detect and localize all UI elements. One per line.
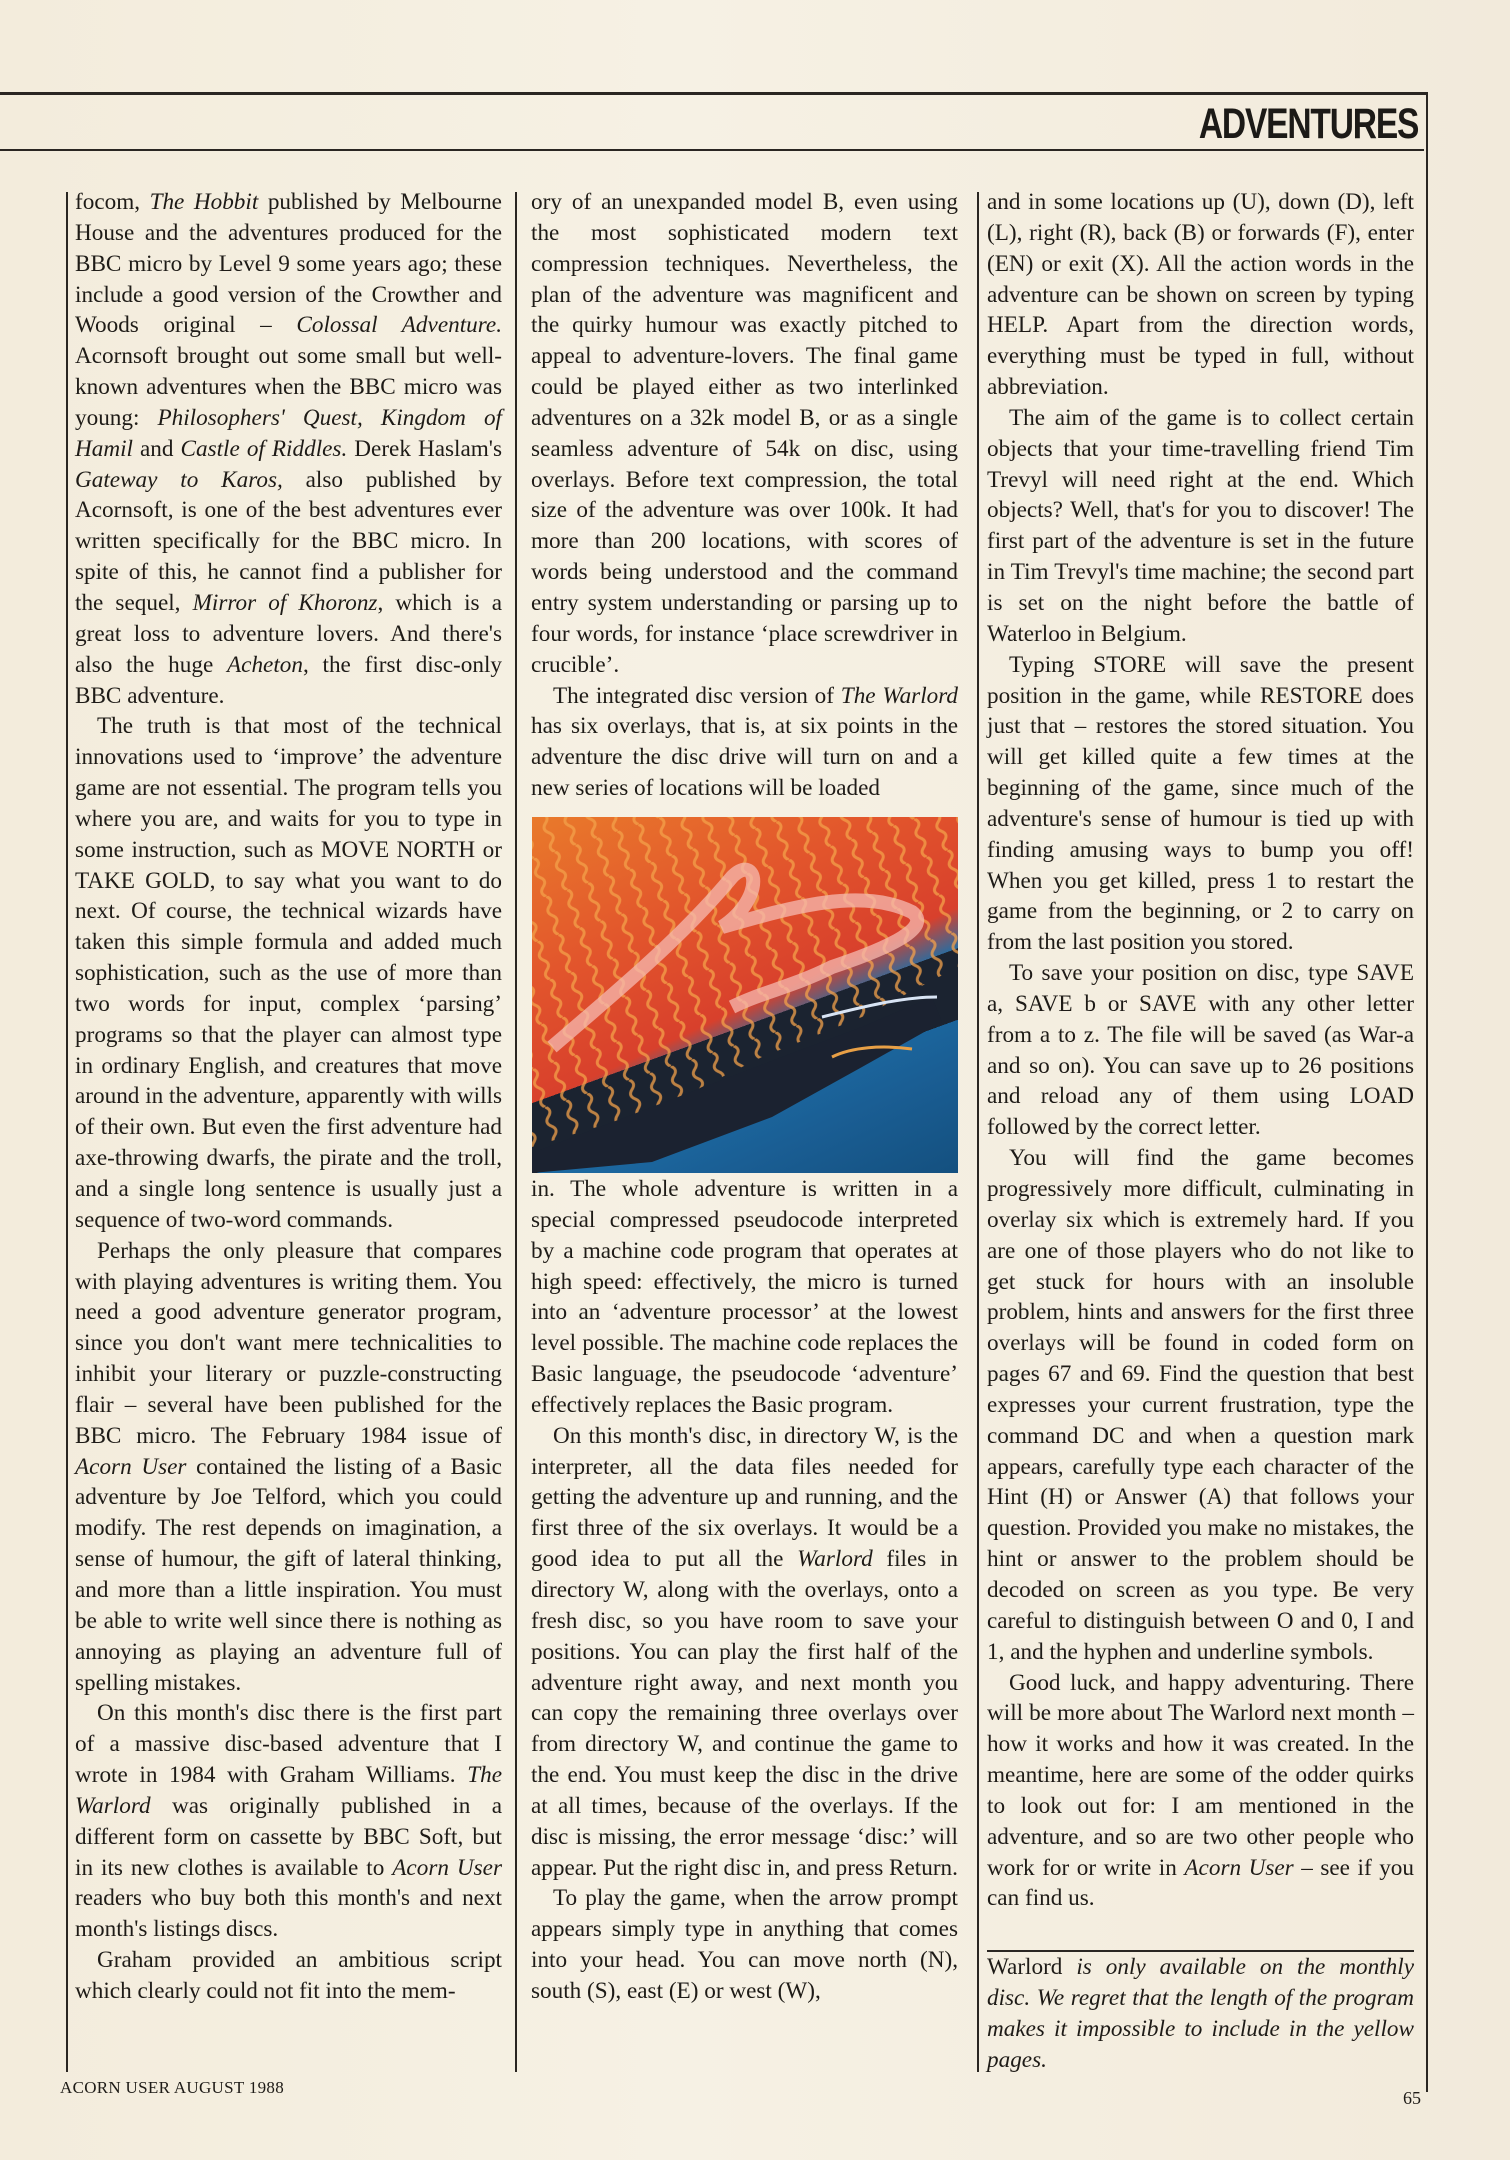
photo-texture-icon [532, 817, 958, 1173]
page-number: 65 [1403, 2088, 1421, 2108]
note-title: Warlord [987, 1954, 1063, 1980]
italic-title: Gateway to Karos, [75, 466, 283, 493]
text-run: The integrated disc version of [553, 682, 841, 709]
text-run: Graham provided an ambitious script which clearly could not fit into the mem- [75, 1947, 502, 2004]
column-rule-left [66, 192, 68, 2072]
text-run: Acornsoft brought out some small but well-known adventures when the BBC micro was young: [75, 343, 502, 431]
paragraph [75, 187, 502, 711]
text-run: To play the game, when the arrow prompt appears simply type in anything that comes into your head. You can move north (N), south (S), east (E) or west (W), [531, 1885, 958, 2004]
text-run: was originally published in a different form on cassette by BBC Soft, but in its new clothes is available to [75, 1792, 502, 1881]
paragraph [75, 711, 502, 1235]
text-run: also published by Acornsoft, is one of the best adventures ever written specifically for the BBC micro. In spite of this, he cannot find a publisher for the sequel, [75, 466, 502, 616]
italic-title: Philosophers' Quest, Kingdom of Hamil [75, 404, 502, 462]
text-run: published by Melbourne House and the adventures produced for the BBC micro by Level 9 some years ago; these include a good version of the Crowther and Woods original – [75, 189, 502, 339]
column-rule-1 [515, 192, 517, 2072]
paragraph [987, 403, 1414, 650]
text-run: Perhaps the only pleasure that compares with playing adventures is writing them. You need a good adventure generator program, since you don't want mere technicalities to inhibit your literary or puzzle-constructing flair – several have been published for the BBC micro. The February 1984 issue of [75, 1237, 502, 1449]
text-run: focom, [75, 189, 150, 215]
paragraph [987, 958, 1414, 1143]
note-italic: is only available on the monthly disc. We regret that the length of the program makes it impossible to include in the yellow pages. [987, 1954, 1414, 2073]
text-run: On this month's disc there is the first part of a massive disc-based adventure that I wrote in 1984 with Graham Williams. [75, 1700, 502, 1789]
text-run: ory of an unexpanded model B, even using the most sophisticated modern text compression techniques. Nevertheless, the plan of the adventure was magnificent and the quirky humour was exactly pitched to appeal to adventure-lovers. The final game could be played either as two interlinked adventures on a 32k model B, or as a single seamless adventure of 54k on disc, using overlays. Before text compression, the total size of the adventure was over 100k. It had more than 200 locations, with scores of words being understood and the command entry system understanding or parsing up to four words, for instance ‘place screwdriver in crucible’. [531, 189, 958, 678]
paragraph [75, 1945, 502, 2007]
paragraph [531, 1174, 958, 1421]
paragraph [987, 650, 1414, 958]
text-run: and in some locations up (U), down (D), left (L), right (R), back (B) or forwards (F), enter (EN) or exit (X). All the action words in the adventure can be shown on screen by typing HELP. Apart from the direction words, everything must be typed in full, without abbreviation. [987, 189, 1414, 401]
text-run: The aim of the game is to collect certain objects that your time-travelling friend Tim Trevyl will need right at the end. Which objects? Well, that's for you to discover! The first part of the adventure is set in the future in Tim Trevyl's time machine; the second part is set on the night before the battle of Waterloo in Belgium. [987, 404, 1414, 647]
paragraph [531, 1421, 958, 1884]
italic-title: Warlord [797, 1546, 873, 1573]
text-run: To save your position on disc, type SAVE a, SAVE b or SAVE with any other letter from a to z. The file will be saved (as War-a and so on). You can save up to 26 positions and reload any of them using LOAD followed by the correct letter. [987, 960, 1414, 1141]
note-text [987, 1952, 1414, 2075]
column-middle-bottom [531, 1174, 958, 2007]
column-left [75, 187, 502, 2007]
text-run: Typing STORE will save the present position in the game, while RESTORE does just that – restores the stored situation. You will get killed quite a few times at the beginning of the game, since much of the adventure's sense of humour is tied up with finding amusing ways to bump you off! When you get killed, press 1 to restart the game from the beginning, or 2 to carry on from the last position you stored. [987, 651, 1414, 956]
paragraph [987, 1668, 1414, 1915]
section-title: ADVENTURES [1198, 100, 1418, 148]
italic-title: Acorn User [392, 1854, 502, 1881]
text-run: files in directory W, along with the overlays, onto a fresh disc, so you have room to save your positions. You can play the first half of the adventure right away, and next month you can copy the remaining three overlays over from directory W, and continue the game to the end. You must keep the disc in the drive at all times, because of the overlays. If the disc is missing, the error message ‘disc:’ will appear. Put the right disc in, and press Return. [531, 1546, 958, 1881]
paragraph [531, 681, 958, 804]
text-run: readers who buy both this month's and next month's listings discs. [75, 1885, 502, 1943]
text-run: has six overlays, that is, at six points in the adventure the disc drive will turn on and a new series of locations will be loaded [531, 713, 958, 802]
italic-title: Acorn User [75, 1453, 187, 1480]
paragraph [75, 1236, 502, 1699]
text-run: contained the listing of a Basic adventure by Joe Telford, which you could modify. The rest depends on imagination, a sense of humour, the gift of lateral thinking, and more than a little inspiration. You must be able to write well since there is nothing as annoying as playing an adventure full of spelling mistakes. [75, 1453, 502, 1696]
column-middle-top [531, 187, 958, 804]
text-run: The truth is that most of the technical innovations used to ‘improve’ the adventure game are not essential. The program tells you where you are, and waits for you to type in some instruction, such as MOVE NORTH or TAKE GOLD, to say what you want to do next. Of course, the technical wizards have taken this simple formula and added much sophistication, such as the use of more than two words for input, complex ‘parsing’ programs so that the player can almost type in ordinary English, and creatures that move around in the adventure, apparently with wills of their own. But even the first adventure had axe-throwing dwarfs, the pirate and the troll, and a single long sentence is usually just a sequence of two-word commands. [75, 713, 502, 1233]
text-run: On this month's disc, in directory W, is the interpreter, all the data files needed for getting the adventure up and running, and the first three of the six overlays. It would be a good idea to put all the [531, 1422, 958, 1573]
italic-title: Colossal Adventure. [296, 312, 502, 339]
paragraph [531, 1883, 958, 2006]
text-run: and [132, 435, 181, 462]
column-rule-2 [977, 192, 979, 2072]
text-run: Good luck, and happy adventuring. There will be more about The Warlord next month – how it works and how it was created. In the meantime, here are some of the odder quirks to look out for: I am mentioned in the adventure, and so are two other people who work for or write in [987, 1669, 1414, 1881]
text-run: in. The whole adventure is written in a special compressed pseudocode interpreted by a machine code program that operates at high speed: effectively, the micro is turned into an ‘adventure processor’ at the lowest level possible. The machine code replaces the Basic language, the pseudocode ‘adventure’ effectively replaces the Basic program. [531, 1176, 958, 1418]
italic-title: Acheton [227, 651, 303, 678]
text-run: You will find the game becomes progressively more difficult, culminating in overlay six which is extremely hard. If you are one of those players who do not like to get stuck for hours with an insoluble problem, hints and answers for the first three overlays will be found in coded form on pages 67 and 69. Find the question that best expresses your current frustration, type the command DC and when a question mark appears, carefully type each character of the Hint (H) or Answer (A) that follows your question. Provided you make no mistakes, the hint or answer to the problem should be decoded on screen as you type. Be very careful to distinguish between O and 0, I and 1, and the hyphen and underline symbols. [987, 1145, 1414, 1665]
header-bottom-rule [0, 149, 1424, 151]
italic-title: The Warlord [75, 1762, 502, 1819]
italic-title: The Warlord [840, 682, 958, 709]
text-run: Derek Haslam's [347, 435, 502, 462]
header-right-rule [1426, 92, 1428, 2092]
article-photo [532, 817, 958, 1173]
paragraph [987, 1143, 1414, 1667]
availability-note [987, 1948, 1414, 2075]
text-run: , which is a great loss to adventure lovers. And there's also the huge [75, 589, 502, 678]
text-run: – see if you can find us. [987, 1854, 1414, 1912]
italic-title: Acorn User [1184, 1854, 1294, 1881]
italic-title: Mirror of Khoronz [192, 589, 378, 616]
paragraph [531, 187, 958, 681]
text-run: , the first disc-only BBC adventure. [75, 651, 502, 709]
paragraph [75, 1698, 502, 1945]
column-right [987, 187, 1414, 1914]
header-top-rule [0, 92, 1427, 95]
italic-title: Castle of Riddles. [180, 435, 348, 462]
footer-publication: ACORN USER AUGUST 1988 [60, 2078, 285, 2097]
paragraph [987, 187, 1414, 403]
italic-title: The Hobbit [149, 189, 259, 215]
